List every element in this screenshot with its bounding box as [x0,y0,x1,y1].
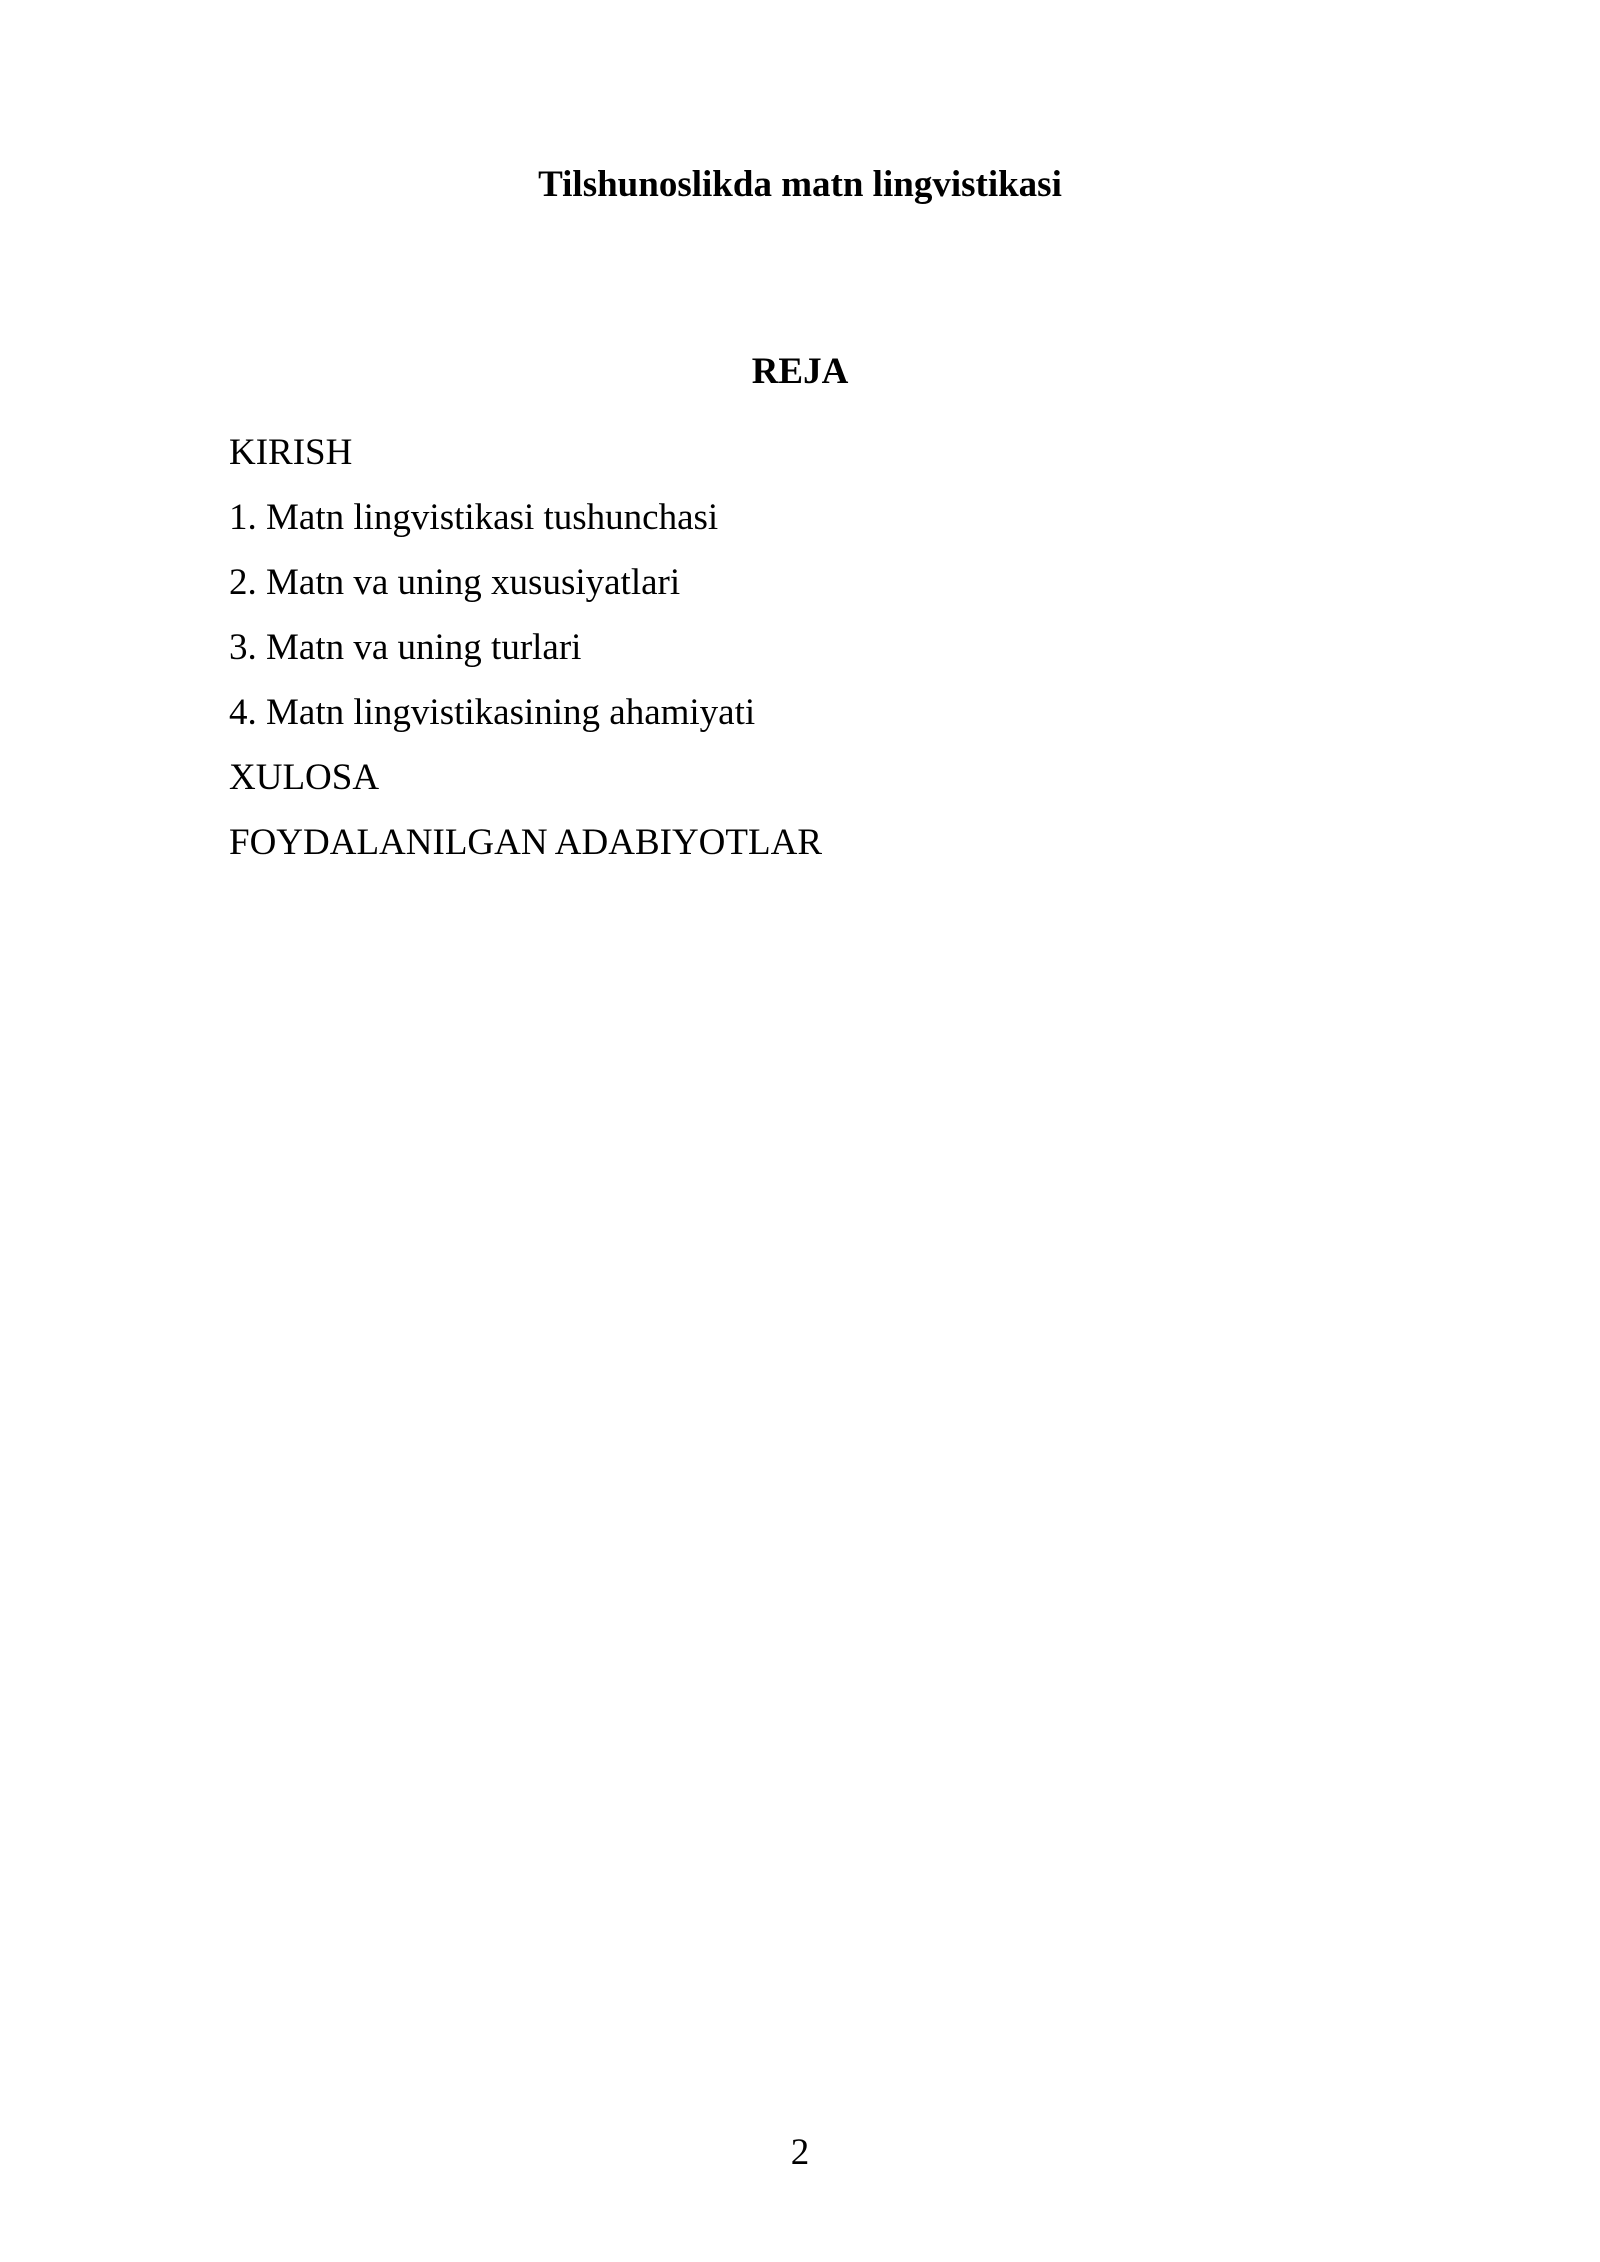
plan-item-4: 4. Matn lingvistikasining ahamiyati [229,692,756,733]
plan-item-conclusion: XULOSA [229,757,380,798]
plan-list [229,420,822,875]
plan-item-3: 3. Matn va uning turlari [229,627,582,668]
plan-item-references: FOYDALANILGAN ADABIYOTLAR [229,822,822,863]
document-title: Tilshunoslikda matn lingvistikasi [538,164,1062,205]
plan-item-introduction: KIRISH [229,432,353,473]
plan-heading: REJA [751,351,849,392]
page-number: 2 [790,2132,810,2173]
plan-item-2: 2. Matn va uning xususiyatlari [229,562,681,603]
plan-item-1: 1. Matn lingvistikasi tushunchasi [229,497,719,538]
